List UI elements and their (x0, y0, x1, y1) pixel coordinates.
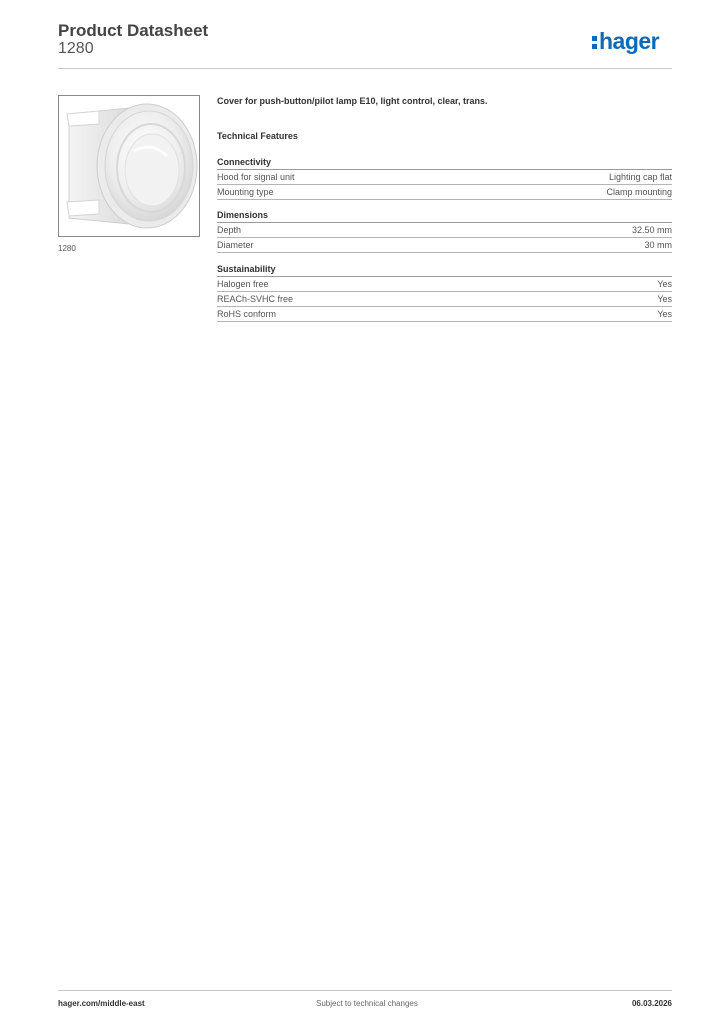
section-sustainability (217, 263, 672, 322)
spec-value: 30 mm (644, 240, 672, 250)
product-image (58, 95, 200, 237)
footer-date: 06.03.2026 (631, 999, 672, 1008)
footer-notice: Subject to technical changes (316, 999, 418, 1008)
footer-divider (58, 990, 672, 991)
spec-label: Hood for signal unit (217, 172, 295, 182)
lamp-cover-illustration (59, 96, 199, 236)
spec-label: Mounting type (217, 187, 274, 197)
hager-logo (592, 27, 659, 55)
spec-row (217, 185, 672, 200)
spec-row (217, 223, 672, 238)
product-number: 1280 (58, 40, 94, 57)
spec-row (217, 292, 672, 307)
spec-label: Depth (217, 225, 242, 235)
spec-value: Yes (657, 279, 672, 289)
section-connectivity (217, 156, 672, 200)
spec-value: Yes (657, 294, 672, 304)
footer-website: hager.com/middle-east (58, 999, 145, 1008)
spec-row (217, 307, 672, 322)
product-description: Cover for push-button/pilot lamp E10, light control, clear, trans. (217, 96, 488, 106)
spec-label: REACh-SVHC free (217, 294, 294, 304)
spec-row (217, 277, 672, 292)
section-dimensions (217, 209, 672, 253)
page-title: Product Datasheet (58, 21, 209, 40)
header-divider (58, 68, 672, 69)
image-caption: 1280 (58, 244, 76, 253)
section-title: Connectivity (217, 156, 672, 170)
spec-label: RoHS conform (217, 309, 277, 319)
section-title: Dimensions (217, 209, 672, 223)
spec-row (217, 170, 672, 185)
spec-value: Clamp mounting (606, 187, 672, 197)
logo-dots-icon (592, 34, 597, 50)
technical-features-title: Technical Features (217, 131, 298, 141)
spec-label: Diameter (217, 240, 254, 250)
logo-text: hager (599, 28, 660, 54)
spec-label: Halogen free (217, 279, 269, 289)
spec-row (217, 238, 672, 253)
spec-value: Lighting cap flat (608, 172, 672, 182)
spec-value: Yes (657, 309, 672, 319)
spec-value: 32.50 mm (631, 225, 672, 235)
section-title: Sustainability (217, 263, 672, 277)
